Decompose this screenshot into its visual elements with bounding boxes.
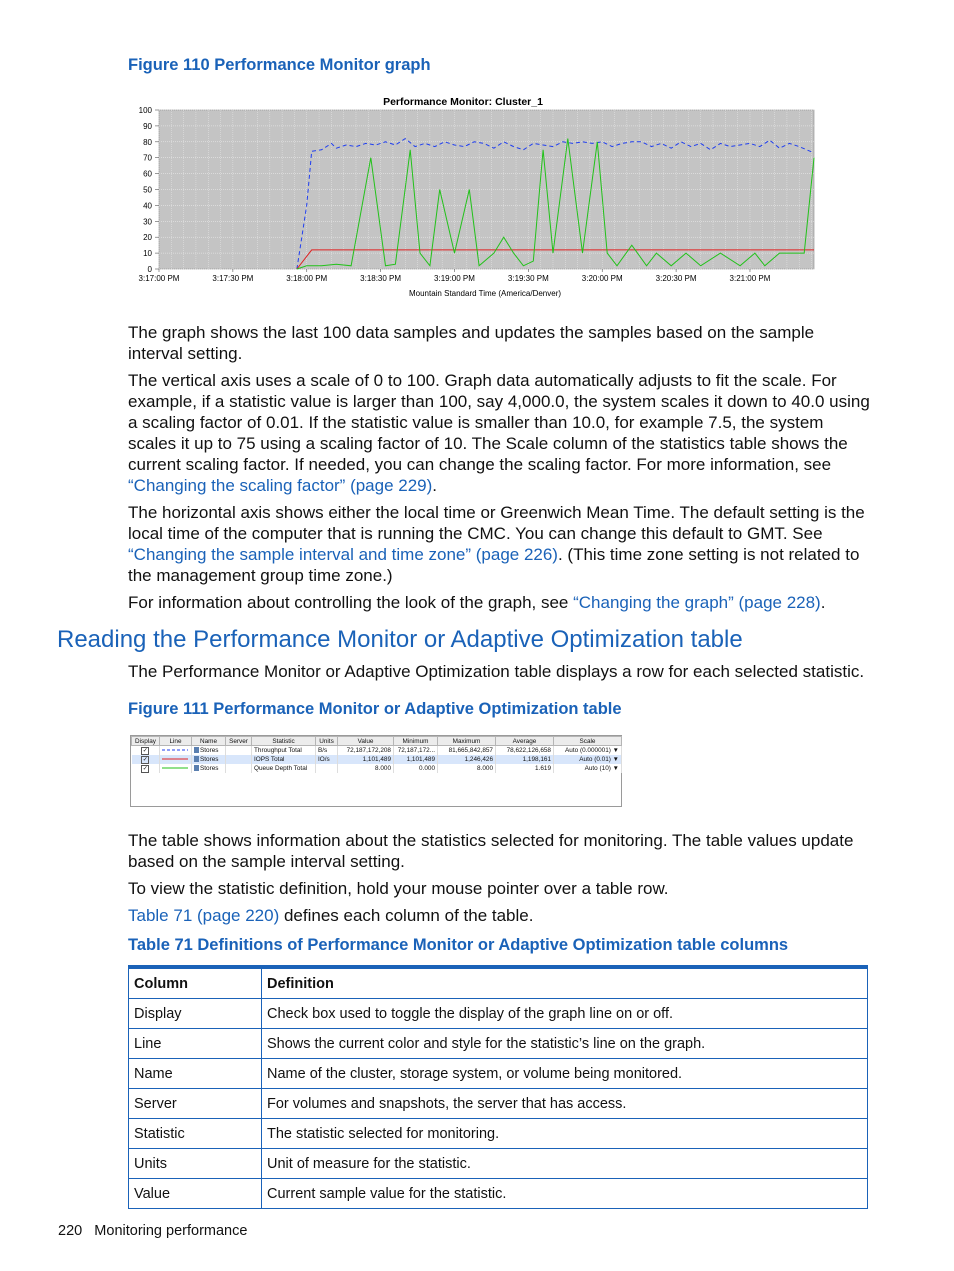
paragraph-graph-look-end: . xyxy=(820,593,826,612)
server-cell xyxy=(226,755,252,764)
y-tick-label: 80 xyxy=(143,137,152,147)
name-cell xyxy=(192,755,226,764)
units-cell: B/s xyxy=(316,746,338,756)
definitions-table xyxy=(128,965,868,1209)
paragraph-table-reference xyxy=(128,905,870,926)
column-header: Column xyxy=(129,967,262,999)
body-text-graph xyxy=(128,322,870,613)
y-tick-label: 20 xyxy=(143,233,152,243)
link-changing-scaling-factor[interactable]: “Changing the scaling factor” (page 229) xyxy=(128,476,433,495)
name-cell xyxy=(192,764,226,773)
average-cell: 1,198,161 xyxy=(496,755,554,764)
y-tick-label: 70 xyxy=(143,153,152,163)
definitions-table-row xyxy=(129,999,868,1029)
name-value: Stores xyxy=(200,765,219,772)
maximum-cell: 8.000 xyxy=(438,764,496,773)
y-tick-label: 90 xyxy=(143,121,152,131)
y-tick-label: 100 xyxy=(138,106,152,115)
performance-monitor-chart xyxy=(130,90,830,302)
x-tick-label: 3:20:00 PM xyxy=(581,274,623,283)
definition-column-name: Display xyxy=(129,999,262,1029)
statistics-table-col-name[interactable]: Name xyxy=(192,737,226,746)
y-tick-label: 40 xyxy=(143,201,152,211)
maximum-cell: 1,246,426 xyxy=(438,755,496,764)
line-style-sample[interactable] xyxy=(162,756,188,762)
statistics-table-row[interactable] xyxy=(132,746,622,756)
value-cell: 72,187,172,208 xyxy=(338,746,394,756)
statistics-table-screenshot xyxy=(130,735,622,807)
scale-value: Auto (0.000001) xyxy=(565,747,611,754)
definitions-table-row xyxy=(129,1089,868,1119)
x-tick-label: 3:17:00 PM xyxy=(138,274,180,283)
figure-111-caption: Figure 111 Performance Monitor or Adaptive Optimization table xyxy=(128,700,622,718)
definitions-table-row xyxy=(129,1149,868,1179)
definitions-table-row xyxy=(129,1029,868,1059)
name-value: Stores xyxy=(200,747,219,754)
x-tick-label: 3:20:30 PM xyxy=(655,274,697,283)
statistics-table-col-line[interactable]: Line xyxy=(160,737,192,746)
body-text-table xyxy=(128,830,870,926)
statistics-table-col-value[interactable]: Value xyxy=(338,737,394,746)
scale-cell[interactable] xyxy=(554,746,622,756)
statistics-table-col-minimum[interactable]: Minimum xyxy=(394,737,438,746)
server-cell xyxy=(226,746,252,756)
x-tick-label: 3:18:00 PM xyxy=(286,274,328,283)
scale-dropdown-icon[interactable]: ▼ xyxy=(610,747,619,754)
paragraph-vertical-axis-text: The vertical axis uses a scale of 0 to 100. Graph data automatically adjusts to fit the scale. For example, if a statistic value is larger than 100, say 4,000.0, the system scales it down to 40.0 using a scaling factor of 0.01. If the statistic value is smaller than 10.0, for example 7.5, the system scales it up to 75 using a scaling factor of 10. The Scale column of the statistics table shows the current scaling factor. If needed, you can change the scaling factor. For more information, see xyxy=(128,371,870,474)
definitions-table-header xyxy=(129,967,868,999)
page-number: 220 xyxy=(58,1223,83,1239)
x-tick-label: 3:17:30 PM xyxy=(212,274,254,283)
paragraph-table-info: The table shows information about the statistics selected for monitoring. The table values update based on the sample interval setting. xyxy=(128,831,854,871)
y-tick-label: 60 xyxy=(143,169,152,179)
scale-cell[interactable] xyxy=(554,764,622,773)
statistics-table-col-server[interactable]: Server xyxy=(226,737,252,746)
paragraph-hover-definition: To view the statistic definition, hold your mouse pointer over a table row. xyxy=(128,879,669,898)
value-cell: 8.000 xyxy=(338,764,394,773)
definition-text: Current sample value for the statistic. xyxy=(262,1179,868,1209)
definition-text: For volumes and snapshots, the server that has access. xyxy=(262,1089,868,1119)
line-cell xyxy=(160,746,192,756)
y-tick-label: 10 xyxy=(143,249,152,259)
cluster-icon xyxy=(194,747,199,753)
x-tick-label: 3:21:00 PM xyxy=(729,274,771,283)
scale-cell[interactable] xyxy=(554,755,622,764)
cluster-icon xyxy=(194,756,199,762)
paragraph-table-reference-text: defines each column of the table. xyxy=(279,906,534,925)
definition-column-name: Line xyxy=(129,1029,262,1059)
figure-110-caption: Figure 110 Performance Monitor graph xyxy=(128,56,431,74)
x-tick-label: 3:19:30 PM xyxy=(507,274,549,283)
line-cell xyxy=(160,755,192,764)
cluster-icon xyxy=(194,765,199,771)
section-heading: Reading the Performance Monitor or Adaptive Optimization table xyxy=(57,626,743,653)
line-style-sample[interactable] xyxy=(162,747,188,753)
link-changing-sample-interval[interactable]: “Changing the sample interval and time zone” (page 226) xyxy=(128,545,558,564)
y-tick-label: 30 xyxy=(143,217,152,227)
statistic-cell: Queue Depth Total xyxy=(252,764,316,773)
line-style-sample[interactable] xyxy=(162,765,188,771)
line-cell xyxy=(160,764,192,773)
paragraph-graph-look xyxy=(128,592,870,613)
definitions-table-row xyxy=(129,1119,868,1149)
display-cell xyxy=(132,764,160,773)
y-tick-label: 0 xyxy=(147,265,152,274)
definition-text: Name of the cluster, storage system, or volume being monitored. xyxy=(262,1059,868,1089)
definition-column-name: Name xyxy=(129,1059,262,1089)
maximum-cell: 81,665,842,857 xyxy=(438,746,496,756)
name-cell xyxy=(192,746,226,756)
scale-dropdown-icon[interactable]: ▼ xyxy=(610,765,619,772)
average-cell: 78,622,126,658 xyxy=(496,746,554,756)
definitions-table-row xyxy=(129,1179,868,1209)
y-tick-label: 50 xyxy=(143,185,152,195)
statistics-table-col-units[interactable]: Units xyxy=(316,737,338,746)
paragraph-vertical-axis-end: . xyxy=(432,476,438,495)
statistics-table xyxy=(131,736,622,773)
paragraph-horizontal-axis-end: . (This time zone setting is not related to the management group time zone.) xyxy=(128,545,860,585)
definition-column-name: Server xyxy=(129,1089,262,1119)
paragraph-samples: The graph shows the last 100 data samples and updates the samples based on the sample interval setting. xyxy=(128,323,815,363)
units-cell: IO/s xyxy=(316,755,338,764)
display-checkbox[interactable]: ✓ xyxy=(142,747,148,754)
footer-title: Monitoring performance xyxy=(94,1223,248,1239)
name-value: Stores xyxy=(200,756,219,763)
minimum-cell: 1,101,489 xyxy=(394,755,438,764)
table-71-caption: Table 71 Definitions of Performance Monitor or Adaptive Optimization table columns xyxy=(128,936,789,954)
units-cell xyxy=(316,764,338,773)
definition-text: The statistic selected for monitoring. xyxy=(262,1119,868,1149)
minimum-cell: 72,187,172... xyxy=(394,746,438,756)
scale-value: Auto (10) xyxy=(584,765,611,772)
link-changing-graph[interactable]: “Changing the graph” (page 228) xyxy=(573,593,821,612)
display-cell xyxy=(132,746,160,756)
statistics-table-col-display[interactable]: Display xyxy=(132,737,160,746)
definitions-table-row xyxy=(129,1059,868,1089)
statistics-table-row[interactable] xyxy=(132,755,622,764)
paragraph-graph-look-text: For information about controlling the look of the graph, see xyxy=(128,593,574,612)
statistics-table-header xyxy=(132,737,622,746)
definition-text: Shows the current color and style for the statistic’s line on the graph. xyxy=(262,1029,868,1059)
definition-column-name: Units xyxy=(129,1149,262,1179)
server-cell xyxy=(226,764,252,773)
definition-header: Definition xyxy=(262,967,868,999)
definition-column-name: Value xyxy=(129,1179,262,1209)
link-table-71[interactable]: Table 71 (page 220) xyxy=(128,906,280,925)
paragraph-horizontal-axis xyxy=(128,502,870,586)
page-footer xyxy=(58,1223,247,1239)
display-checkbox[interactable]: ✓ xyxy=(142,765,148,772)
section-intro: The Performance Monitor or Adaptive Optimization table displays a row for each selected statistic. xyxy=(128,662,865,681)
statistics-table-col-maximum[interactable]: Maximum xyxy=(438,737,496,746)
minimum-cell: 0.000 xyxy=(394,764,438,773)
display-cell xyxy=(132,755,160,764)
chart-x-axis-label: Mountain Standard Time (America/Denver) xyxy=(408,289,562,298)
statistic-cell: Throughput Total xyxy=(252,746,316,756)
chart-title: Performance Monitor: Cluster_1 xyxy=(383,96,543,108)
paragraph-horizontal-axis-text: The horizontal axis shows either the local time or Greenwich Mean Time. The default setting is the local time of the computer that is running the CMC. You can change this default to GMT. See xyxy=(128,503,865,543)
value-cell: 1,101,489 xyxy=(338,755,394,764)
statistics-table-row[interactable] xyxy=(132,764,622,773)
average-cell: 1.619 xyxy=(496,764,554,773)
scale-value: Auto (0.01) xyxy=(579,756,611,763)
statistic-cell: IOPS Total xyxy=(252,755,316,764)
x-tick-label: 3:18:30 PM xyxy=(360,274,402,283)
x-tick-label: 3:19:00 PM xyxy=(434,274,475,283)
definition-text: Check box used to toggle the display of the graph line on or off. xyxy=(262,999,868,1029)
definition-text: Unit of measure for the statistic. xyxy=(262,1149,868,1179)
display-checkbox[interactable]: ✓ xyxy=(142,756,148,763)
scale-dropdown-icon[interactable]: ▼ xyxy=(610,756,619,763)
statistics-table-col-scale[interactable]: Scale xyxy=(554,737,622,746)
definition-column-name: Statistic xyxy=(129,1119,262,1149)
statistics-table-col-average[interactable]: Average xyxy=(496,737,554,746)
paragraph-vertical-axis xyxy=(128,370,870,496)
statistics-table-col-statistic[interactable]: Statistic xyxy=(252,737,316,746)
